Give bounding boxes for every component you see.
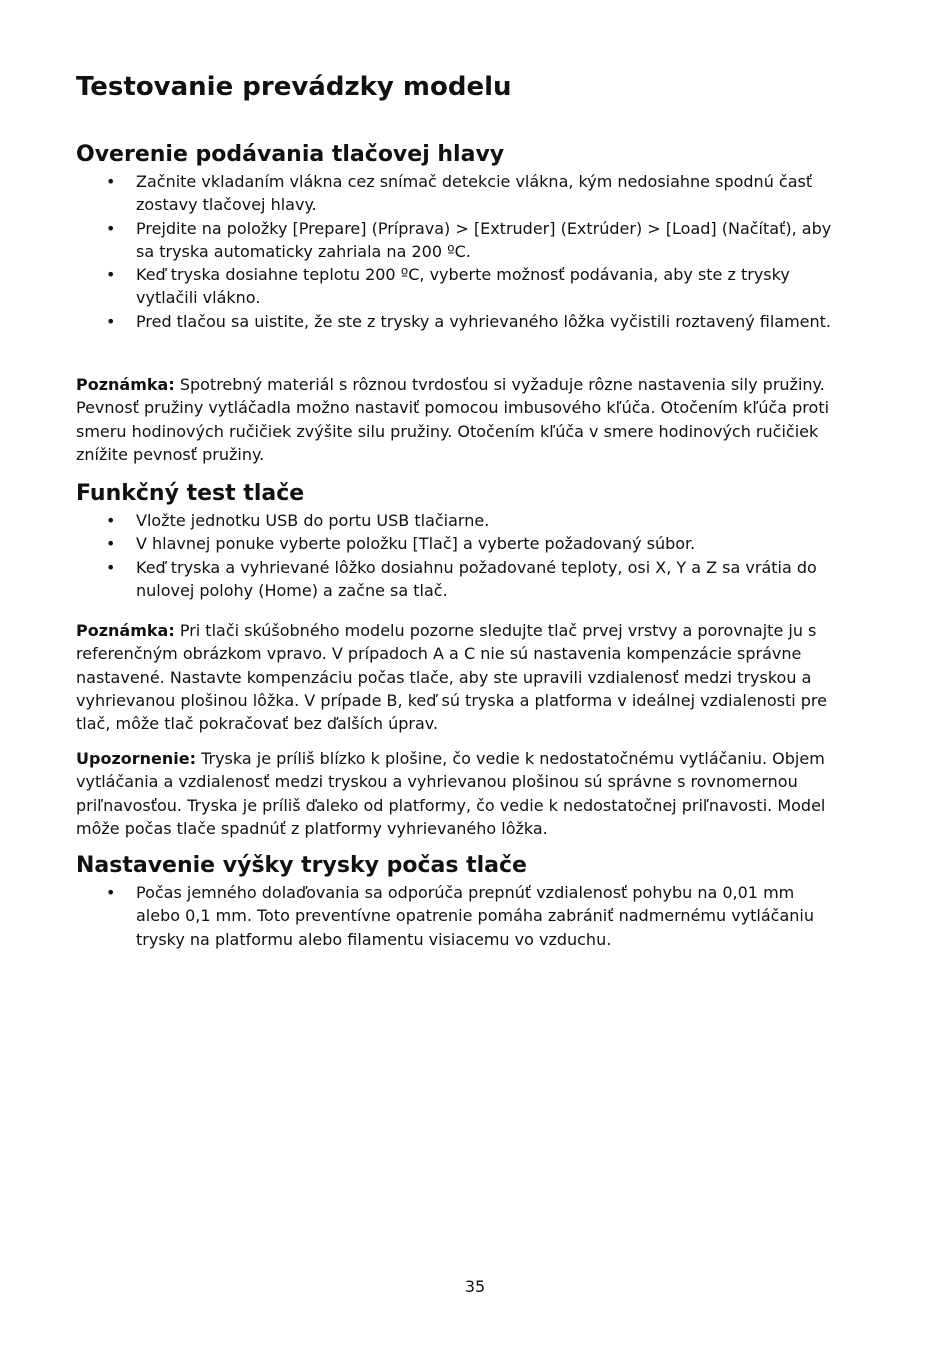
bullet-icon: •: [106, 172, 116, 191]
bullet-icon: •: [106, 511, 116, 530]
note-label: Poznámka:: [76, 375, 175, 394]
feed-steps-list: [76, 170, 836, 333]
list-item: • Vložte jednotku USB do portu USB tlačiarne.: [76, 509, 836, 532]
section-feed-check: [76, 141, 836, 333]
list-item: • Prejdite na položky [Prepare] (Príprava) > [Extruder] (Extrúder) > [Load] (Načítať), aby sa tryska automaticky zahriala na 200 ºC.: [106, 218, 832, 261]
bullet-icon: •: [106, 218, 116, 238]
note-text: Pri tlači skúšobného modelu pozorne sledujte tlač prvej vrstvy a porovnajte ju s referenčným obrázkom vpravo. V prípadoch A a C nie sú nastavenia kompenzácie správne nastavené. Nastavte kompenzáciu počas tlače, aby ste upravili vzdialenosť medzi tryskou a vyhrievanou plošinou lôžka. V prípade B, keď sú tryska a platforma v ideálnej vzdialenosti pre tlač, môže tlač pokračovať bez ďalších úprav.: [76, 621, 827, 734]
section-heading-nozzle-height: Nastavenie výšky trysky počas tlače: [76, 853, 527, 878]
page-number: 35: [464, 1277, 486, 1296]
warning-nozzle-distance: [76, 747, 836, 840]
section-nozzle-height: [76, 852, 836, 951]
warning-label: Upozornenie:: [76, 749, 196, 768]
note-label: Poznámka:: [76, 621, 175, 640]
section-heading-feed: Overenie podávania tlačovej hlavy: [76, 142, 505, 167]
print-test-steps-list: [76, 509, 836, 602]
note-text: Spotrebný materiál s rôznou tvrdosťou si vyžaduje rôzne nastavenia sily pružiny. Pevnosť pružiny vytláčadla možno nastaviť pomocou imbusového kľúča. Otočením kľúča proti smeru hodinových ručičiek zvýšite silu pružiny. Otočením kľúča v smere hodinových ručičiek znížite pevnosť pružiny.: [76, 375, 830, 464]
bullet-icon: •: [106, 311, 116, 331]
list-item: • Keď tryska dosiahne teplotu 200 ºC, vyberte možnosť podávania, aby ste z trysky vytlačili vlákno.: [106, 265, 790, 308]
page-title: Testovanie prevádzky modelu: [76, 72, 512, 102]
bullet-icon: •: [106, 883, 116, 902]
list-item: • V hlavnej ponuke vyberte položku [Tlač] a vyberte požadovaný súbor.: [76, 532, 836, 555]
bullet-icon: •: [106, 534, 116, 554]
list-item: • Pred tlačou sa uistite, že ste z trysky a vyhrievaného lôžka vyčistili roztavený filament.: [76, 310, 836, 333]
section-print-test: [76, 480, 836, 602]
warning-text: Tryska je príliš blízko k plošine, čo vedie k nedostatočnému vytláčaniu. Objem vytláčania a vzdialenosť medzi tryskou a vyhrievanou plošinou sú správne s rovnomernou priľnavosťou. Tryska je príliš ďaleko od platformy, čo vedie k nedostatočnej priľnavosti. Model môže počas tlače spadnúť z platformy vyhrievaného lôžka.: [76, 749, 826, 838]
note-first-layer: [76, 619, 836, 735]
list-item: • Počas jemného dolaďovania sa odporúča prepnúť vzdialenosť pohybu na 0,01 mm alebo 0,1 mm. Toto preventívne opatrenie pomáha zabrániť nadmernému vytláčaniu trysky na platformu alebo filamentu visiacemu vo vzduchu.: [106, 883, 815, 949]
nozzle-height-steps-list: [76, 881, 836, 951]
note-spring-force: [76, 373, 836, 466]
list-item: • Keď tryska a vyhrievané lôžko dosiahnu požadované teploty, osi X, Y a Z sa vrátia do nulovej polohy (Home) a začne sa tlač.: [106, 557, 817, 600]
bullet-icon: •: [106, 557, 116, 577]
list-item: • Začnite vkladaním vlákna cez snímač detekcie vlákna, kým nedosiahne spodnú časť zostavy tlačovej hlavy.: [106, 172, 813, 215]
bullet-icon: •: [106, 265, 116, 285]
section-heading-print-test: Funkčný test tlače: [76, 481, 305, 506]
